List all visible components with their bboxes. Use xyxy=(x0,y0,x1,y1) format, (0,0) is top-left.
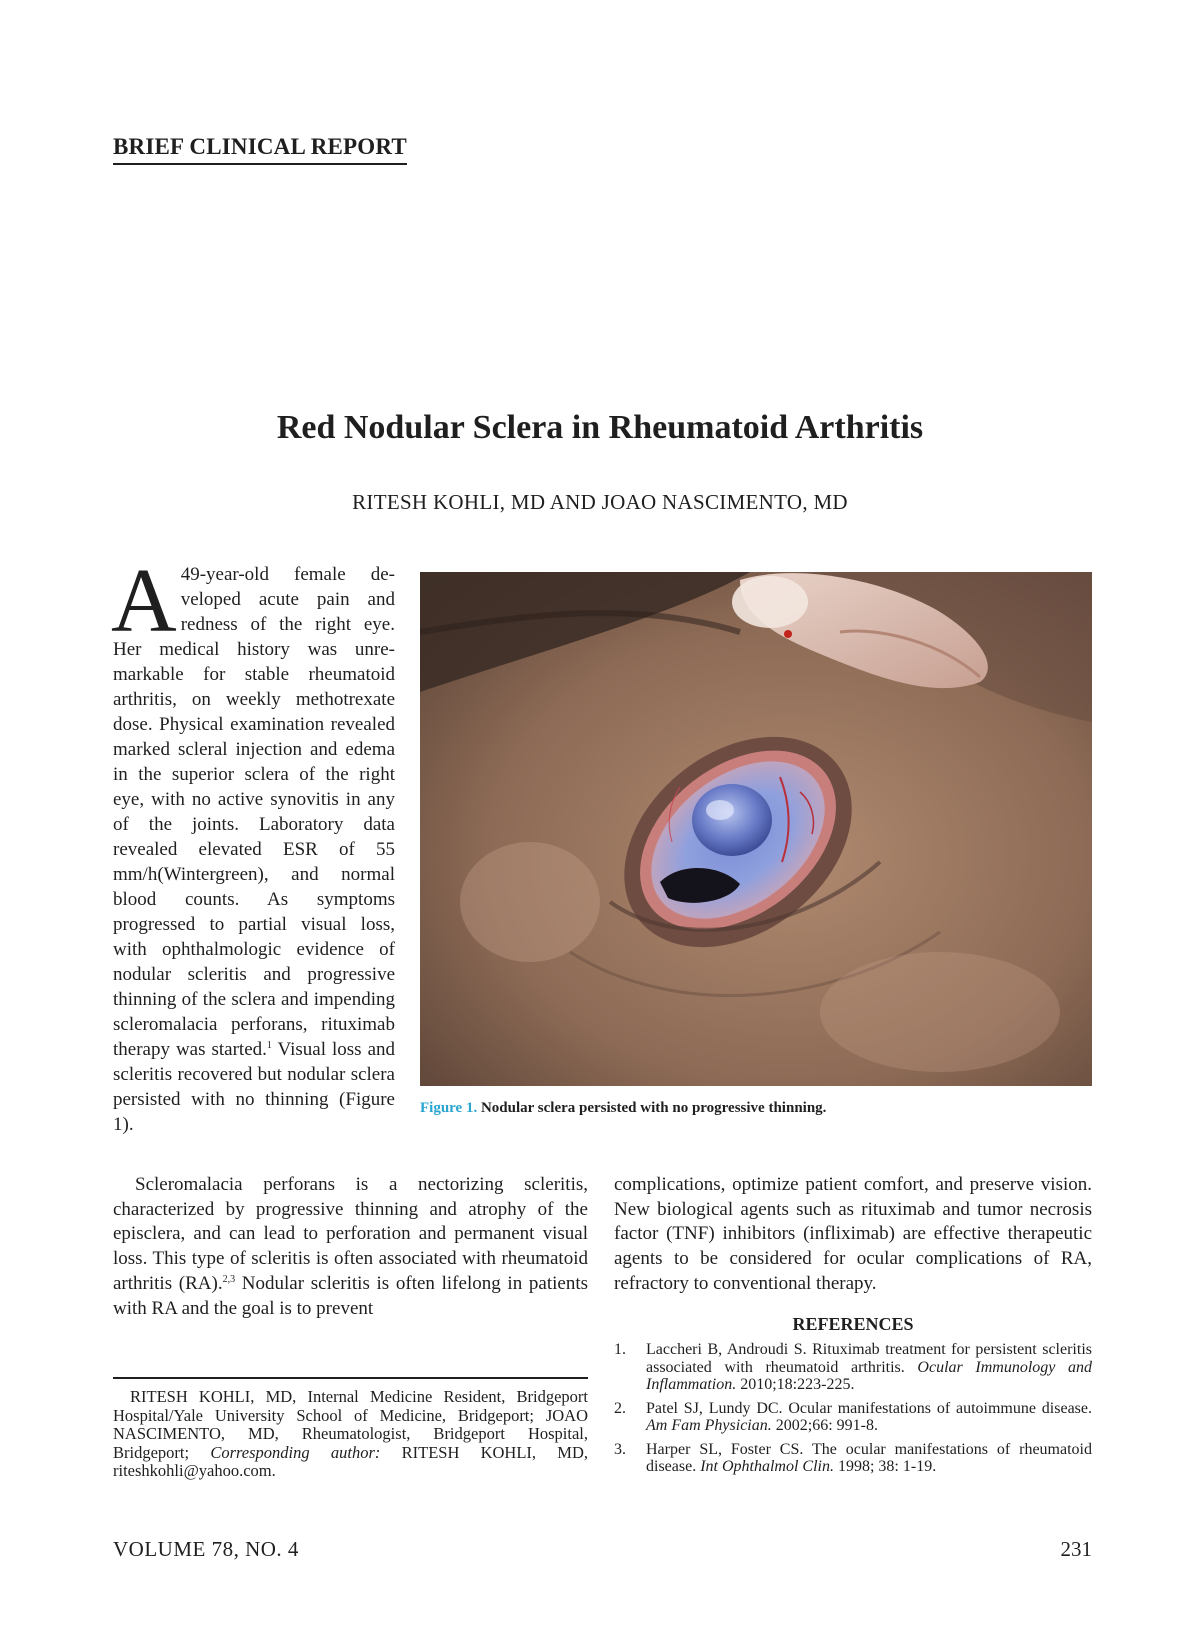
citation-mark: 1 xyxy=(266,1040,272,1051)
figure-caption-text: Nodular sclera persisted with no progressive thinning. xyxy=(480,1100,827,1116)
drop-cap: A xyxy=(111,550,177,651)
eye-photo-illustration xyxy=(420,572,1092,1086)
references-list xyxy=(614,1341,1092,1482)
affiliation-text: RITESH KOHLI, MD, Internal Medicine Resident, Bridgeport Hospital/Yale University School of Medicine, Bridgeport; JOAO NASCIMENTO, MD, Rheumatologist, Bridgeport Hospital, Bridgeport; xyxy=(113,1387,588,1462)
article-title: Red Nodular Sclera in Rheumatoid Arthritis xyxy=(276,409,924,446)
corresponding-label: Corresponding author: xyxy=(210,1442,381,1462)
reference-item xyxy=(614,1341,1092,1394)
figure-caption xyxy=(420,1098,1092,1118)
reference-cite: 1998; 38: 1-19. xyxy=(833,1458,937,1475)
intro-text-end: Visual loss and scleritis recovered but nodular sclera persisted with no thinning (Figure 1). xyxy=(113,1039,395,1135)
reference-number: 1. xyxy=(614,1341,626,1358)
reference-journal: Int Ophthalmol Clin. xyxy=(700,1458,834,1475)
volume-footer: VOLUME 78, NO. 4 xyxy=(113,1537,299,1561)
body-text-end: Nodular scleritis is often lifelong in patients with RA and the goal is to prevent xyxy=(113,1272,588,1319)
figure-label: Figure 1. xyxy=(420,1100,478,1116)
reference-number: 3. xyxy=(614,1440,626,1458)
author-byline: RITESH KOHLI, MD AND JOAO NASCIMENTO, MD xyxy=(352,490,848,514)
reference-journal: Ocular Immunology and Inflammation. xyxy=(646,1358,1093,1393)
author-affiliation xyxy=(113,1388,588,1481)
reference-journal: Am Fam Physician. xyxy=(646,1417,772,1434)
reference-cite: 2002;66: 991-8. xyxy=(771,1417,878,1434)
intro-paragraph xyxy=(111,550,395,1137)
reference-text: Laccheri B, Androudi S. Rituximab treatment for persistent scleritis associated with rheumatoid arthritis. xyxy=(646,1341,1092,1376)
reference-item xyxy=(614,1400,1092,1435)
clinical-photo-eye xyxy=(420,572,1092,1086)
corresponding-text: RITESH KOHLI, MD, riteshkohli@yahoo.com. xyxy=(113,1442,588,1480)
reference-cite: 2010;18:223-225. xyxy=(736,1376,855,1393)
reference-text: Patel SJ, Lundy DC. Ocular manifestations of autoimmune disease. xyxy=(646,1399,1092,1417)
citation-mark: 2,3 xyxy=(222,1273,236,1285)
body-paragraph-right: complications, optimize patient comfort, and preserve vision. New biological agents such as rituximab and tumor necrosis factor (TNF) inhibitors (infliximab) are effective therapeutic agents to be considered for ocular complications of RA, refractory to conventional therapy. xyxy=(614,1174,1092,1294)
references-heading: REFERENCES xyxy=(792,1314,914,1334)
body-text: Scleromalacia perforans is a nectorizing scleritis, characterized by progressive thinning and atrophy of the episclera, and can lead to perforation and permanent visual loss. This type of scleritis is often associated with rheumatoid arthritis (RA). xyxy=(113,1174,588,1294)
intro-text: 49-year-old female developed acute pain and redness of the right eye. Her medical history was unremarkable for stable rheumatoid arthritis, on weekly methotrexate dose. Physical examination revealed marked scleral injection and edema in the superior sclera of the right eye, with no active synovitis in any of the joints. Laboratory data revealed elevated ESR of 55 mm/h(Wintergreen), and normal blood counts. As symptoms progressed to partial visual loss, with ophthalmologic evidence of nodular scleritis and progressive thinning of the sclera and impending scleromalacia perforans, rituximab therapy was started. xyxy=(113,564,395,1060)
footnote-divider xyxy=(113,1377,588,1379)
reference-text: Harper SL, Foster CS. The ocular manifestations of rheumatoid disease. xyxy=(646,1440,1092,1475)
page-number: 231 xyxy=(1060,1537,1092,1561)
reference-number: 2. xyxy=(614,1399,626,1417)
body-paragraph-left xyxy=(113,1173,588,1321)
reference-item xyxy=(614,1441,1092,1476)
section-label: BRIEF CLINICAL REPORT xyxy=(113,132,407,165)
